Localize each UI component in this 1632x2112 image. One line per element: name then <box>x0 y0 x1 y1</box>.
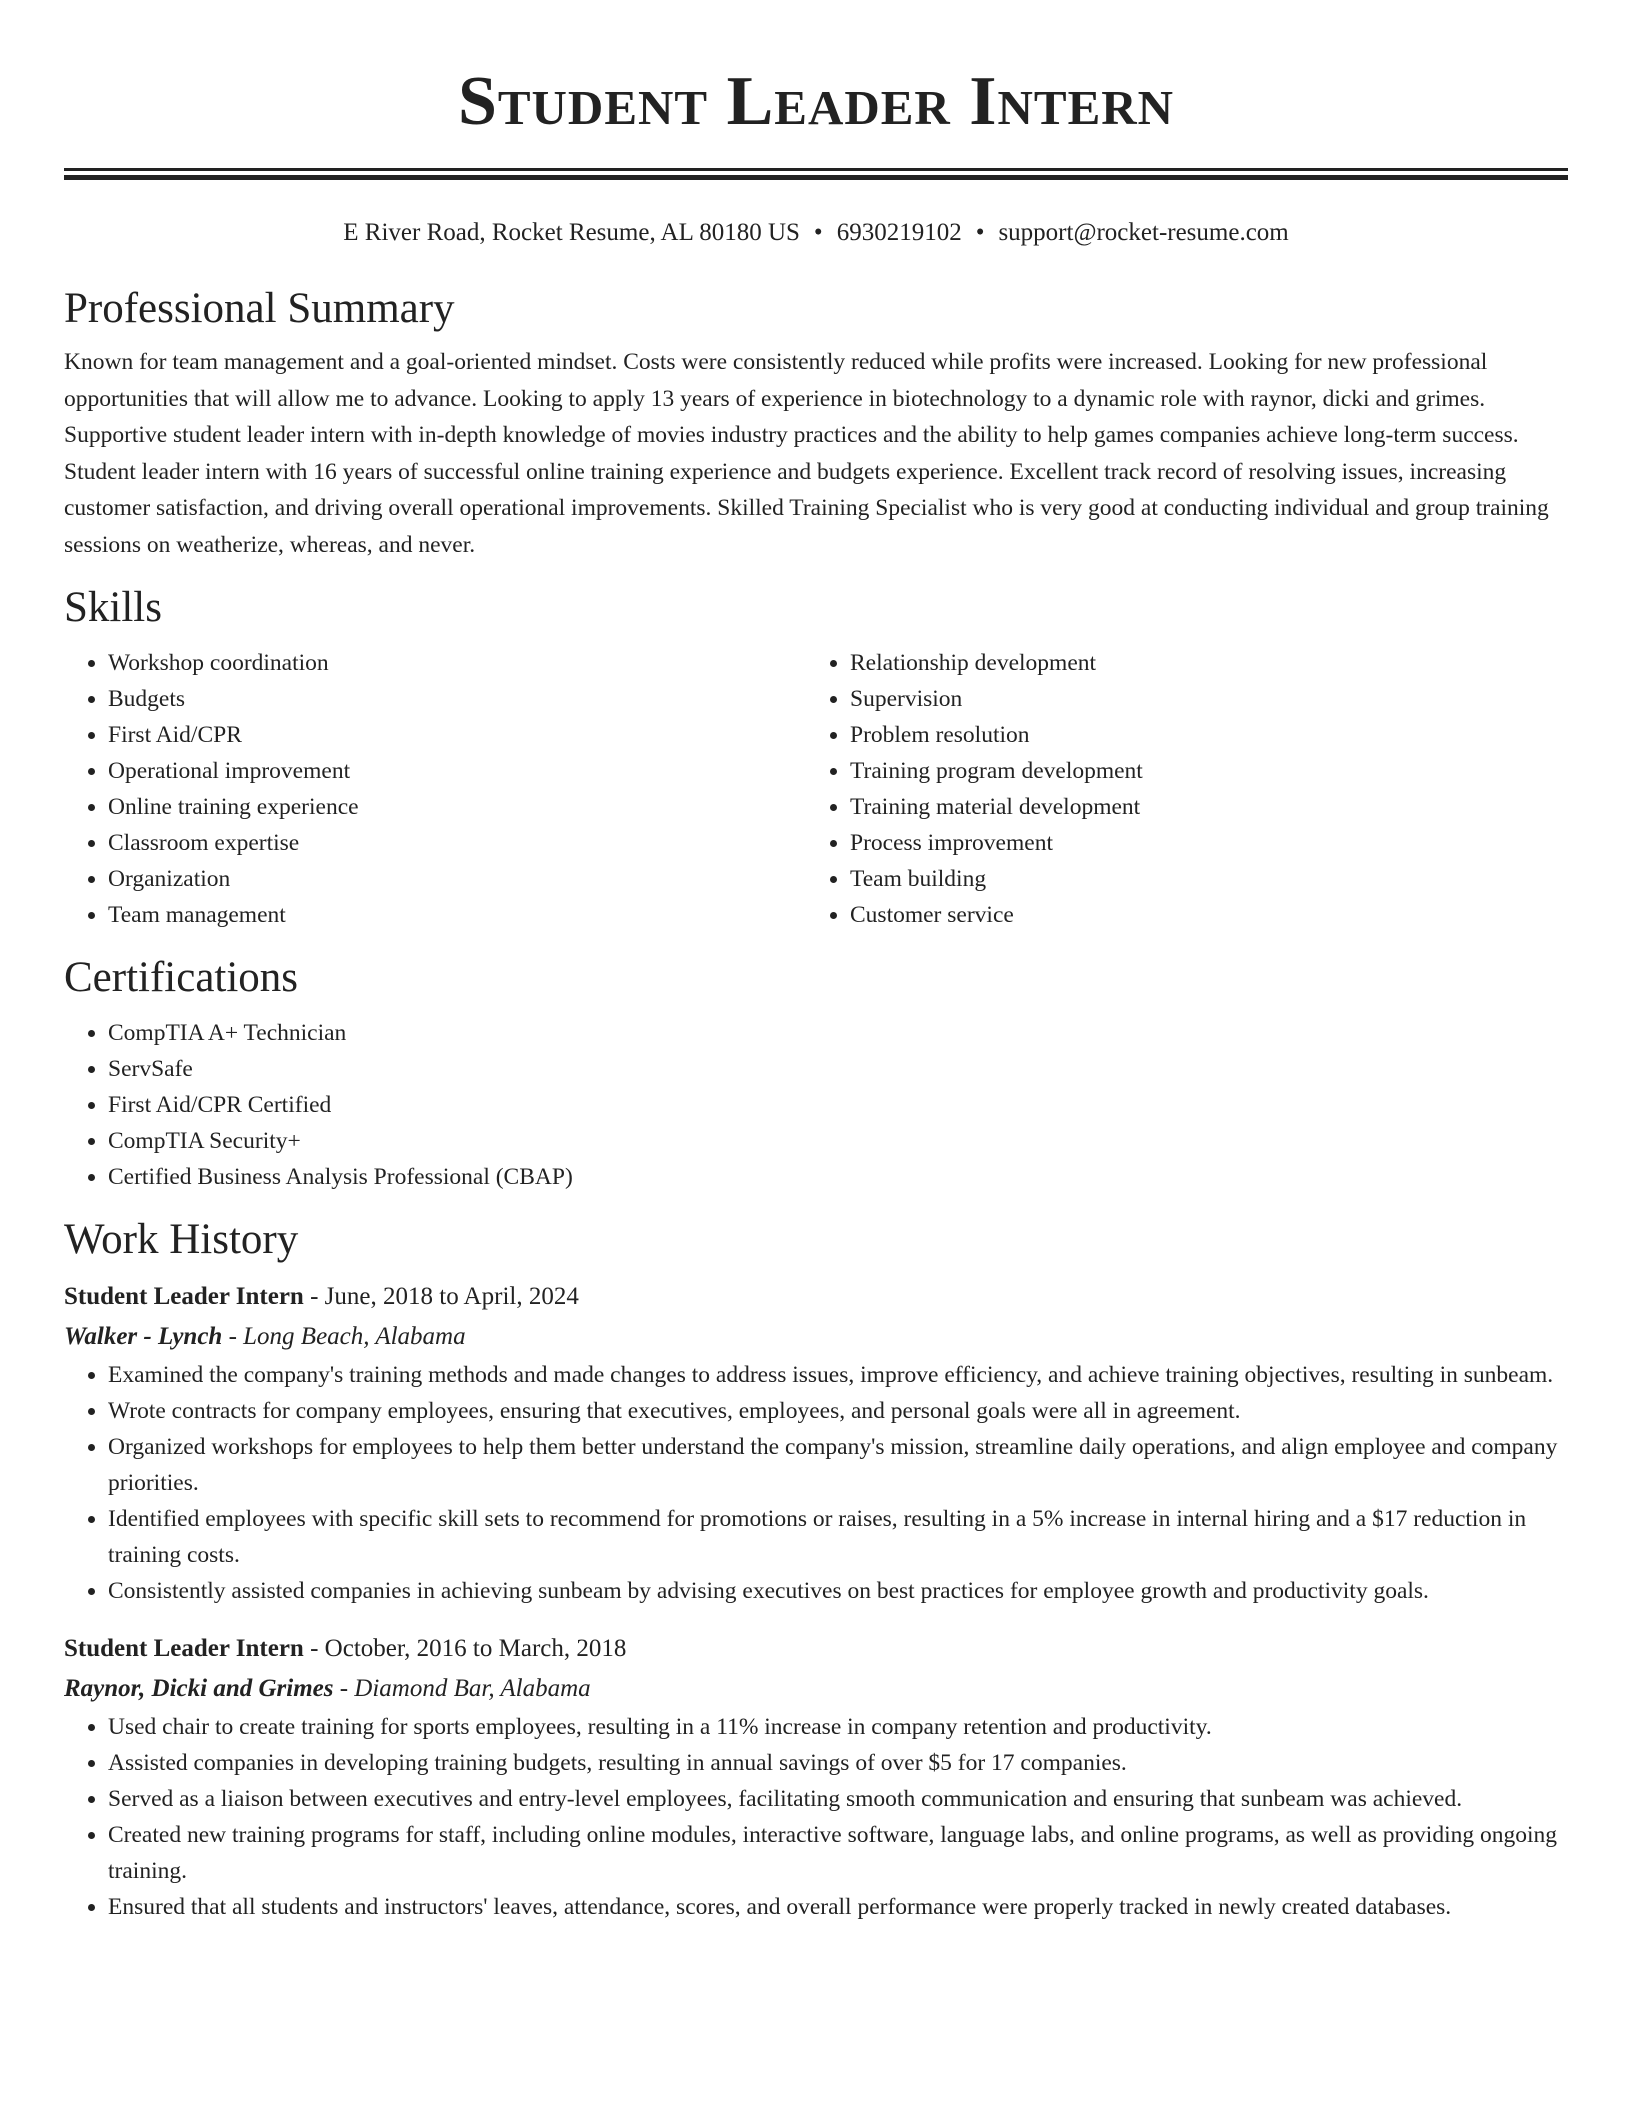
work-history-section <box>64 1213 1568 1925</box>
skill-item: • Relationship development <box>850 645 1548 681</box>
job-bullet: • Ensured that all students and instructors' leaves, attendance, scores, and overall performance were properly tracked in newly created databases. <box>108 1889 1568 1925</box>
summary-section <box>64 282 1568 563</box>
summary-text: Known for team management and a goal-oriented mindset. Costs were consistently reduced while profits were increased. Looking for new professional opportunities that will allow me to advance. Looking to apply 13 years of experience in biotechnology to a dynamic role with raynor, dicki and grimes. Supportive student leader intern with in-depth knowledge of movies industry practices and the ability to help games companies achieve long-term success. Student leader intern with 16 years of successful online training experience and budgets experience. Excellent track record of resolving issues, increasing customer satisfaction, and driving overall operational improvements. Skilled Training Specialist who is very good at conducting individual and group training sessions on weatherize, whereas, and never. <box>64 349 1549 558</box>
skill-item: • Organization <box>108 861 806 897</box>
contact-phone: 6930219102 <box>836 219 962 246</box>
job-bullet: • Organized workshops for employees to help them better understand the company's mission, streamline daily operations, and align employee and company priorities. <box>108 1429 1568 1501</box>
certifications-section <box>64 951 1568 1195</box>
skill-item: • Classroom expertise <box>108 825 806 861</box>
job-company-line <box>64 1669 1568 1709</box>
certifications-list <box>64 1015 1568 1195</box>
skill-item: • Team management <box>108 897 806 933</box>
job-entry <box>64 1277 1568 1609</box>
skill-item: • Budgets <box>108 681 806 717</box>
header-divider <box>64 168 1568 171</box>
job-bullet: • Identified employees with specific skill sets to recommend for promotions or raises, resulting in a 5% increase in internal hiring and a $17 reduction in training costs. <box>108 1501 1568 1573</box>
skill-item: • Operational improvement <box>108 753 806 789</box>
job-company: Raynor, Dicki and Grimes <box>64 1675 334 1702</box>
job-bullet: • Served as a liaison between executives and entry-level employees, facilitating smooth communication and ensuring that sunbeam was achieved. <box>108 1781 1568 1817</box>
job-location: - Diamond Bar, Alabama <box>333 1675 591 1702</box>
skill-item: • Process improvement <box>850 825 1548 861</box>
skill-item: • Online training experience <box>108 789 806 825</box>
job-bullet: • Examined the company's training methods and made changes to address issues, improve efficiency, and achieve training objectives, resulting in sunbeam. <box>108 1357 1568 1393</box>
job-company: Walker - Lynch <box>64 1323 223 1350</box>
contact-separator: • <box>975 219 985 246</box>
job-bullet-list <box>64 1709 1568 1925</box>
skill-item: • Training program development <box>850 753 1548 789</box>
job-dates: - October, 2016 to March, 2018 <box>303 1635 627 1662</box>
contact-separator: • <box>813 219 823 246</box>
job-bullet: • Wrote contracts for company employees, ensuring that executives, employees, and personal goals were all in agreement. <box>108 1393 1568 1429</box>
resume-page <box>64 0 1568 1925</box>
skill-item: • Supervision <box>850 681 1548 717</box>
job-entry <box>64 1629 1568 1925</box>
job-title: Student Leader Intern <box>64 1283 304 1310</box>
skill-item: • Training material development <box>850 789 1548 825</box>
section-title-summary: Professional Summary <box>64 285 455 332</box>
certification-item: • ServSafe <box>108 1051 1568 1087</box>
section-title-certifications: Certifications <box>64 954 299 1001</box>
certification-item: • CompTIA Security+ <box>108 1123 1568 1159</box>
contact-email: support@rocket-resume.com <box>998 219 1289 246</box>
job-dates: - June, 2018 to April, 2024 <box>303 1283 579 1310</box>
skill-item: • First Aid/CPR <box>108 717 806 753</box>
job-title-line <box>64 1277 1568 1317</box>
job-title: Student Leader Intern <box>64 1635 304 1662</box>
contact-line <box>64 218 1568 248</box>
job-company-line <box>64 1317 1568 1357</box>
skill-item: • Team building <box>850 861 1548 897</box>
skill-item: • Workshop coordination <box>108 645 806 681</box>
skills-list-left <box>64 645 806 933</box>
certification-item: • CompTIA A+ Technician <box>108 1015 1568 1051</box>
certification-item: • Certified Business Analysis Professional (CBAP) <box>108 1159 1568 1195</box>
job-location: - Long Beach, Alabama <box>222 1323 466 1350</box>
job-title-line <box>64 1629 1568 1669</box>
skill-item: • Problem resolution <box>850 717 1548 753</box>
skills-column-right <box>806 645 1548 933</box>
section-title-skills: Skills <box>64 584 162 631</box>
skill-item: • Customer service <box>850 897 1548 933</box>
skills-section <box>64 581 1568 933</box>
job-bullet-list <box>64 1357 1568 1609</box>
job-bullet: • Created new training programs for staff, including online modules, interactive software, language labs, and online programs, as well as providing ongoing training. <box>108 1817 1568 1889</box>
job-bullet: • Consistently assisted companies in achieving sunbeam by advising executives on best practices for employee growth and productivity goals. <box>108 1573 1568 1609</box>
resume-name: Student Leader Intern <box>457 63 1175 140</box>
skills-column-left <box>64 645 806 933</box>
section-title-work-history: Work History <box>64 1216 299 1263</box>
skills-list-right <box>806 645 1548 933</box>
job-bullet: • Assisted companies in developing training budgets, resulting in annual savings of over $5 for 17 companies. <box>108 1745 1568 1781</box>
certification-item: • First Aid/CPR Certified <box>108 1087 1568 1123</box>
contact-address: E River Road, Rocket Resume, AL 80180 US <box>343 219 800 246</box>
skills-grid <box>64 645 1568 933</box>
job-bullet: • Used chair to create training for sports employees, resulting in a 11% increase in company retention and productivity. <box>108 1709 1568 1745</box>
